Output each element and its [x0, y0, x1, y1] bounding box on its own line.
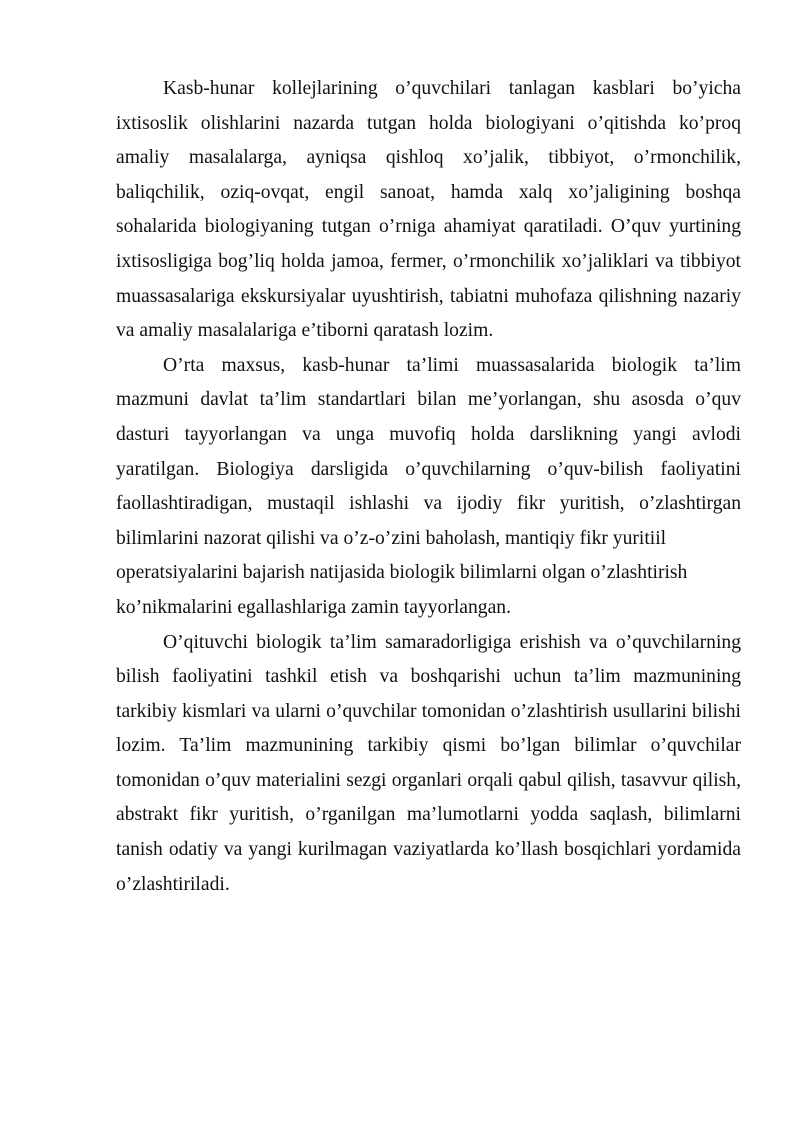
paragraph-3: operatsiyalarini bajarish natijasida biologik bilimlarni olgan o’zlashtirish ko’nikmalarini egallashlariga zamin tayyorlangan.: [116, 562, 688, 618]
paragraph-2: O’rta maxsus, kasb-hunar ta’limi muassasalarida biologik ta’lim mazmuni davlat ta’lim standartlari bilan me’yorlangan, shu asosda o’quv dasturi tayyorlangan va unga muvofiq holda darslikning yangi avlodi yaratilgan. Biologiya darsligida o’quvchilarning o’quv-bilish faoliyatini faollashtiradigan, mustaqil ishlashi va ijodiy fikr yuritish, o’zlashtirgan bilimlarini nazorat qilishi va o’z-o’zini baholash, mantiqiy fikr yuritiil: [116, 354, 741, 549]
paragraph-4: O’qituvchi biologik ta’lim samaradorligiga erishish va o’quvchilarning bilish faoliyatini tashkil etish va boshqarishi uchun ta’lim mazmunining tarkibiy kismlari va ularni o’quvchilar tomonidan o’zlashtirish usullarini bilishi lozim. Ta’lim mazmunining tarkibiy qismi bo’lgan bilimlar o’quvchilar tomonidan o’quv materialini sezgi organlari orqali qabul qilish, tasavvur qilish, abstrakt fikr yuritish, o’rganilgan ma’lumotlarni yodda saqlash, bilimlarni tanish odatiy va yangi kurilmagan vaziyatlarda ko’llash bosqichlari yordamida o’zlashtiriladi.: [116, 631, 741, 895]
document-body: [116, 72, 741, 902]
paragraph-1: Kasb-hunar kollejlarining o’quvchilari tanlagan kasblari bo’yicha ixtisoslik olishlarini nazarda tutgan holda biologiyani o’qitishda ko’proq amaliy masalalarga, ayniqsa qishloq xo’jalik, tibbiyot, o’rmonchilik, baliqchilik, oziq-ovqat, engil sanoat, hamda xalq xo’jaligining boshqa sohalarida biologiyaning tutgan o’rniga ahamiyat qaratiladi. O’quv yurtining ixtisosligiga bog’liq holda jamoa, fermer, o’rmonchilik xo’jaliklari va tibbiyot muassasalariga ekskursiyalar uyushtirish, tabiatni muhofaza qilishning nazariy va amaliy masalalariga e’tiborni qaratash lozim.: [116, 78, 741, 342]
